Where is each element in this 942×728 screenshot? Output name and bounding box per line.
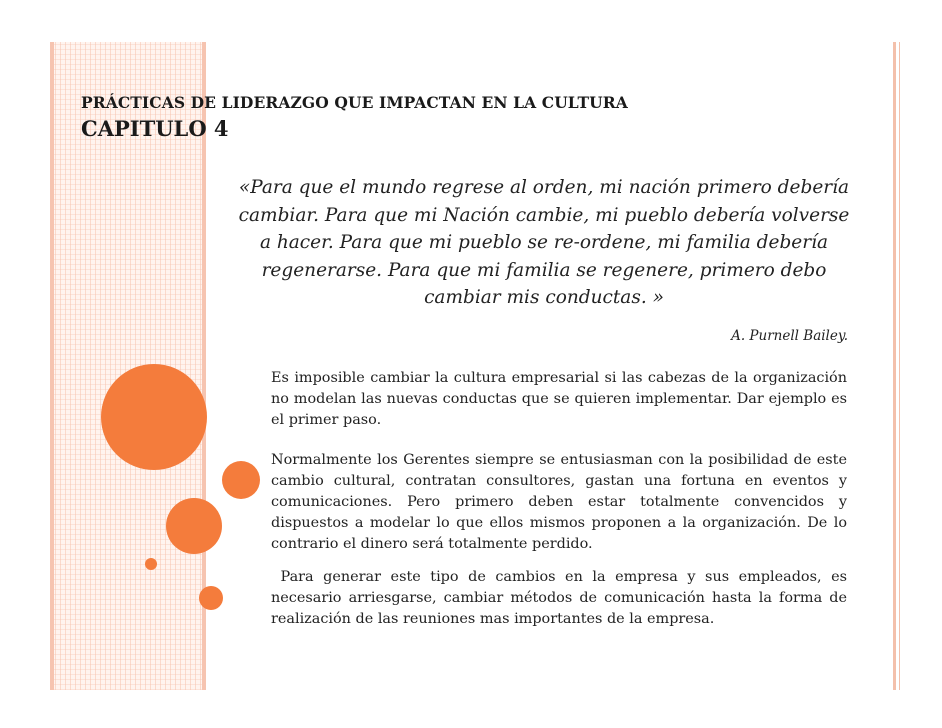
body-paragraph: Para generar este tipo de cambios en la empresa y sus empleados, es necesario arriesgarse, cambiar métodos de comunicación hasta la forma de realización de las reuniones mas importantes de la empresa. [271,569,852,627]
large-circle-decoration [101,364,207,470]
medium-circle-decoration [222,461,260,499]
body-paragraph: Es imposible cambiar la cultura empresarial si las cabezas de la organización no modelan las nuevas conductas que se quieren implementar. Dar ejemplo es el primer paso. [271,370,847,428]
quote-attribution: A. Purnell Bailey. [731,328,848,344]
small-circle-decoration [145,558,157,570]
right-border-rule-inner [899,42,900,690]
quote-text: «Para que el mundo regrese al orden, mi nación primero debería cambiar. Para que mi Nación cambie, mi pueblo debería volverse a hacer. Para que mi pueblo se re-ordene, mi familia debería regenerarse. Para que mi familia se regenere, primero debo cambiar mis conductas. » [238,177,850,308]
small-circle-decoration [199,586,223,610]
medium-circle-decoration [166,498,222,554]
band-left-edge [50,42,54,690]
page-title: PRÁCTICAS DE LIDERAZGO QUE IMPACTAN EN LA CULTURA [81,93,628,112]
body-paragraph: Normalmente los Gerentes siempre se entusiasman con la posibilidad de este cambio cultural, contratan consultores, gastan una fortuna en eventos y comunicaciones. Pero primero deben estar totalmente convencidos y dispuestos a modelar lo que ellos mismos proponen a la organización. De lo contrario el dinero será totalmente perdido. [271,452,847,552]
right-border-rule [893,42,896,690]
chapter-heading: CAPITULO 4 [81,116,229,141]
